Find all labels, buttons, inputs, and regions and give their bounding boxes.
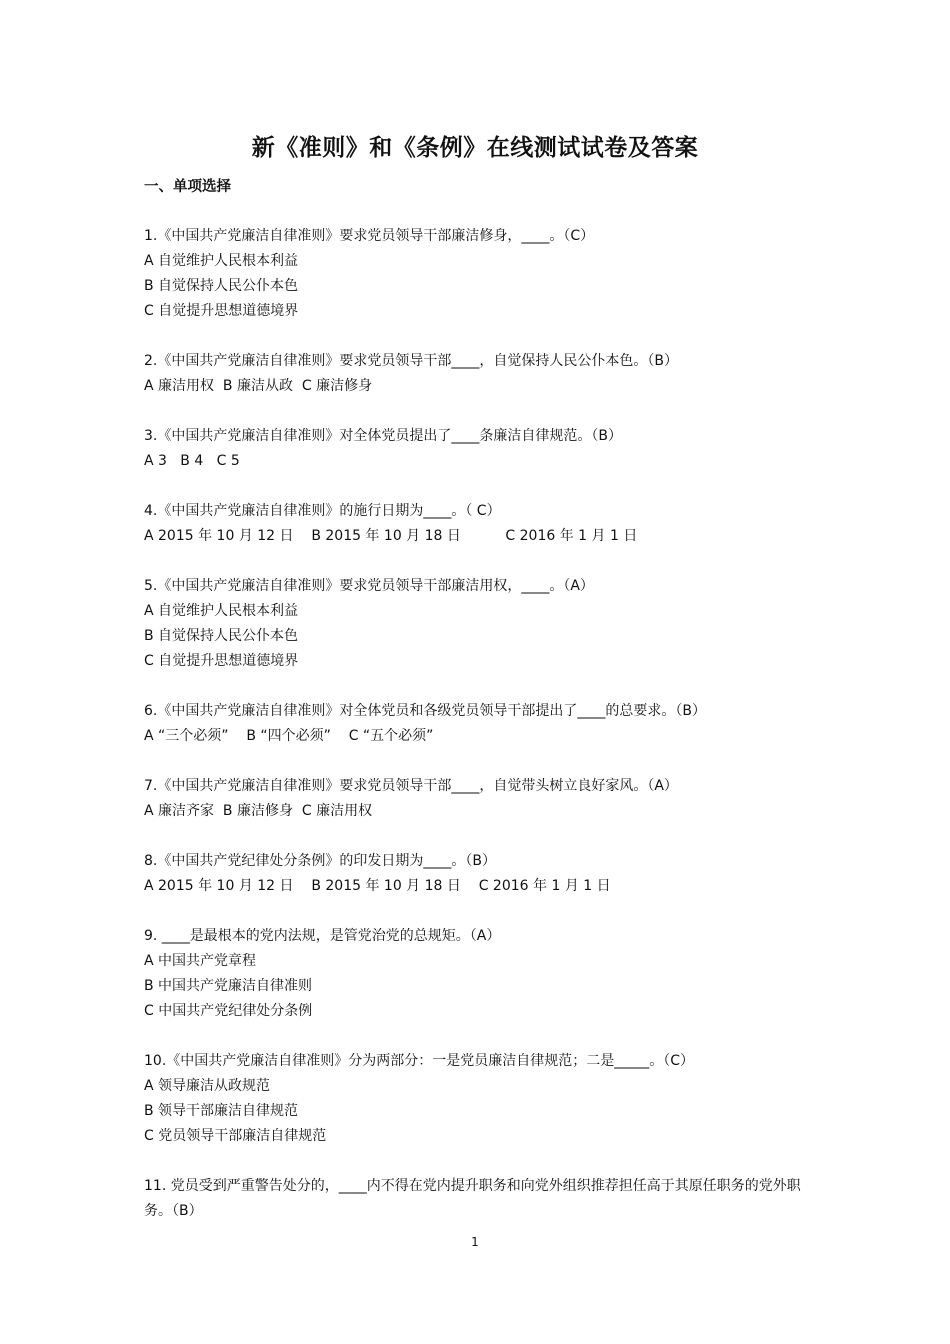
question-item (144, 499, 816, 549)
document-title: 新《准则》和《条例》在线测试试卷及答案 (251, 134, 699, 161)
answer-option-line: B 领导干部廉洁自律规范 (144, 1103, 299, 1119)
question-text: 11. 党员受到严重警告处分的，____内不得在党内提升职务和向党外组织推荐担任高于其原任职务的党外职务。（B） (144, 1178, 801, 1219)
question-item (144, 1174, 816, 1224)
answer-option-line: A 廉洁用权 B 廉洁从政 C 廉洁修身 (144, 378, 373, 394)
answer-option-line: A 自觉维护人民根本利益 (144, 603, 299, 619)
question-text: 6.《中国共产党廉洁自律准则》对全体党员和各级党员领导干部提出了____的总要求。（B） (144, 703, 706, 719)
question-item (144, 849, 816, 899)
answer-option-line: A 中国共产党章程 (144, 953, 257, 969)
answer-option-line: A 2015 年 10 月 12 日 B 2015 年 10 月 18 日 C 2016 年 1 月 1 日 (144, 878, 611, 894)
answer-option-line: A “三个必须” B “四个必须” C “五个必须” (144, 728, 434, 744)
section-heading: 一、单项选择 (144, 179, 231, 195)
answer-option-line: C 自觉提升思想道德境界 (144, 303, 299, 319)
answer-option-line: C 自觉提升思想道德境界 (144, 653, 299, 669)
answer-option-line: B 自觉保持人民公仆本色 (144, 628, 299, 644)
answer-option-line: A 自觉维护人民根本利益 (144, 253, 299, 269)
question-item (144, 1049, 816, 1149)
answer-option-line: A 廉洁齐家 B 廉洁修身 C 廉洁用权 (144, 803, 373, 819)
answer-option-line: B 中国共产党廉洁自律准则 (144, 978, 313, 994)
question-item (144, 224, 816, 324)
question-text: 1.《中国共产党廉洁自律准则》要求党员领导干部廉洁修身，____。（C） (144, 228, 595, 244)
question-text: 4.《中国共产党廉洁自律准则》的施行日期为____。（ C） (144, 503, 501, 519)
question-item (144, 349, 816, 399)
question-text: 8.《中国共产党纪律处分条例》的印发日期为____。（B） (144, 853, 496, 869)
answer-option-line: B 自觉保持人民公仆本色 (144, 278, 299, 294)
answer-option-line: C 中国共产党纪律处分条例 (144, 1003, 313, 1019)
answer-option-line: A 3 B 4 C 5 (144, 453, 240, 469)
question-text: 10.《中国共产党廉洁自律准则》分为两部分：一是党员廉洁自律规范；二是_____。（C） (144, 1053, 695, 1069)
question-text: 2.《中国共产党廉洁自律准则》要求党员领导干部____，自觉保持人民公仆本色。（B） (144, 353, 678, 369)
question-list (144, 224, 816, 1249)
answer-option-line: A 2015 年 10 月 12 日 B 2015 年 10 月 18 日 C 2016 年 1 月 1 日 (144, 528, 638, 544)
answer-option-line: C 党员领导干部廉洁自律规范 (144, 1128, 327, 1144)
question-item (144, 699, 816, 749)
question-text: 9. ____是最根本的党内法规，是管党治党的总规矩。（A） (144, 928, 501, 944)
question-item (144, 924, 816, 1024)
answer-option-line: A 领导廉洁从政规范 (144, 1078, 271, 1094)
question-text: 3.《中国共产党廉洁自律准则》对全体党员提出了____条廉洁自律规范。（B） (144, 428, 622, 444)
question-text: 7.《中国共产党廉洁自律准则》要求党员领导干部____，自觉带头树立良好家风。（A） (144, 778, 678, 794)
question-item (144, 774, 816, 824)
question-item (144, 574, 816, 674)
question-item (144, 424, 816, 474)
page-number: 1 (471, 1235, 479, 1249)
question-text: 5.《中国共产党廉洁自律准则》要求党员领导干部廉洁用权，____。（A） (144, 578, 594, 594)
